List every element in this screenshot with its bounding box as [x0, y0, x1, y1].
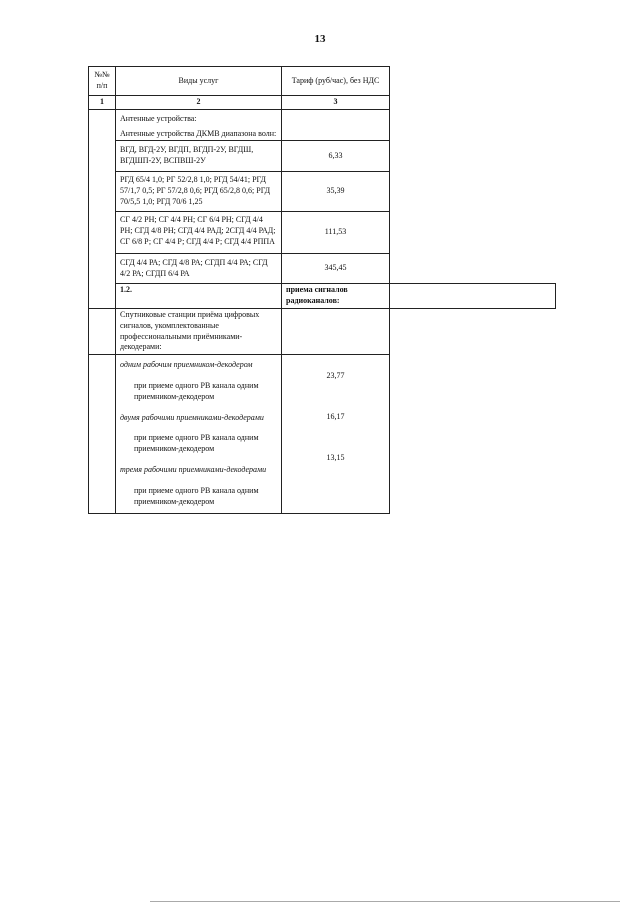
table-row [89, 308, 556, 354]
service-text: ВГД, ВГД-2У, ВГДП, ВГДП-2У, ВГДШ, ВГДШП-2У, ВСПВШ-2У [116, 141, 282, 172]
header-tariff: Тариф (руб/час), без НДС [282, 67, 390, 96]
tariff-value: 35,39 [282, 171, 390, 211]
service-text: СГД 4/4 РА; СГД 4/8 РА; СГДП 4/4 РА; СГД 4/2 РА; СГДП 6/4 РА [116, 253, 282, 284]
row-number-cell [89, 308, 116, 354]
group-text: при приеме одного РВ канала одним приемником-декодером [134, 485, 259, 506]
empty-value-cell [282, 308, 390, 354]
tariff-value: 23,77 [326, 371, 345, 381]
header-services: Виды услуг [116, 67, 282, 96]
group-text: при приеме одного РВ канала одним приемником-декодером [134, 380, 259, 401]
empty-value-cell [390, 284, 556, 309]
column-number: 2 [116, 96, 282, 110]
tariff-value: 6,33 [282, 141, 390, 172]
receiver-values [282, 355, 390, 514]
receiver-groups [116, 355, 282, 514]
table-row [89, 355, 556, 514]
section-number: 1.2. [116, 284, 282, 309]
table-row [89, 171, 556, 211]
group-text: при приеме одного РВ канала одним приемником-декодером [134, 433, 259, 454]
section-subtitle: Спутниковые станции приёма цифровых сигналов, укомплектованные профессиональными приёмниками-декодерами: [116, 308, 282, 354]
column-number: 3 [282, 96, 390, 110]
service-text: РГД 65/4 1,0; РГ 52/2,8 1,0; РГД 54/41; РГД 57/1,7 0,5; РГ 57/2,8 0,6; РГД 65/2,8 0,6; РГД 70/5,5 1,0; РГД 70/6 1,25 [116, 171, 282, 211]
tariff-value: 13,15 [326, 452, 345, 462]
table-row [89, 141, 556, 172]
table-row [89, 109, 556, 141]
empty-value-cell [282, 109, 390, 141]
service-text: СГ 4/2 РН; СГ 4/4 РН; СГ 6/4 РН; СГД 4/4 РН; СГД 4/8 РН; СГД 4/4 РАД; 2СГД 4/4 РАД; СГ 6/8 Р; СГ 4/4 Р; СГД 4/4 Р; СГД 4/4 РППА [116, 212, 282, 253]
tariff-value: 111,53 [282, 212, 390, 253]
tariff-value: 16,17 [326, 411, 345, 421]
row-number-cell [89, 355, 116, 514]
section-subtitle: Антенные устройства ДКМВ диапазона волн: [120, 128, 277, 138]
table-row [89, 212, 556, 253]
header-number: №№ п/п [89, 67, 116, 96]
table-row [89, 253, 556, 284]
group-label: двумя рабочими приемниками-декодерами [120, 412, 264, 422]
row-number-cell [89, 109, 116, 308]
column-numbers-row [89, 96, 556, 110]
section-title [116, 109, 282, 141]
scan-edge-line [150, 901, 620, 902]
page-number: 13 [314, 33, 326, 45]
section-title: приема сигналов радиоканалов: [282, 284, 390, 309]
table-row [89, 284, 556, 309]
group-label: тремя рабочими приемниками-декодерами [120, 464, 267, 474]
group-label: одним рабочим приемником-декодером [120, 360, 253, 370]
column-number: 1 [89, 96, 116, 110]
tariff-table [88, 66, 556, 514]
table-header-row [89, 67, 556, 96]
section-title-text: Антенные устройства: [120, 113, 197, 123]
tariff-value: 345,45 [282, 253, 390, 284]
